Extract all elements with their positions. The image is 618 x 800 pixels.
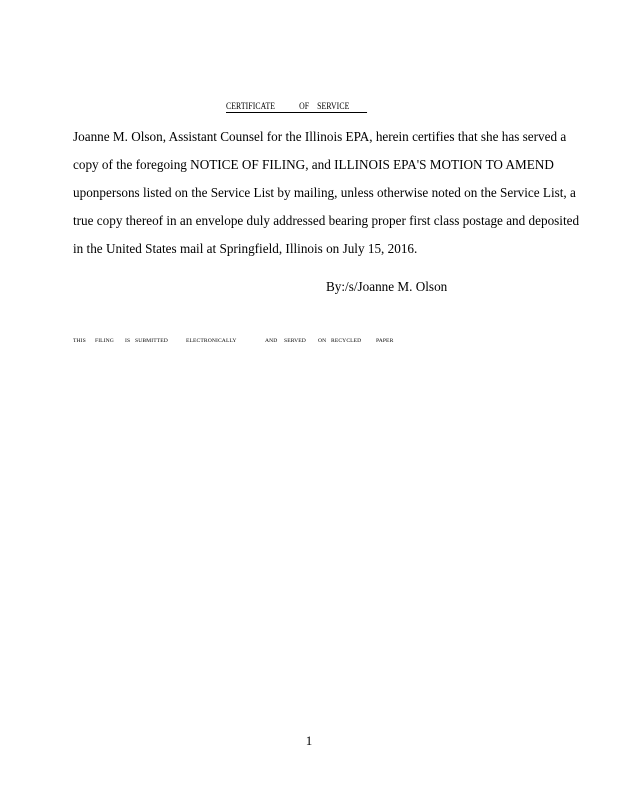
notice-word: RECYCLED: [331, 338, 362, 344]
paragraph-line: uponpersons listed on the Service List by mailing, unless otherwise noted on the Service List, a: [73, 185, 576, 200]
notice-word: IS: [125, 338, 131, 344]
certification-paragraph: [73, 123, 598, 263]
paragraph-line: true copy thereof in an envelope duly addressed bearing proper first class postage and deposited: [73, 213, 580, 228]
notice-word: FILING: [95, 338, 114, 344]
paragraph-line: in the United States mail at Springfield, Illinois on July 15, 2016.: [73, 241, 418, 256]
paragraph-line: Joanne M. Olson, Assistant Counsel for the Illinois EPA, herein certifies that she has served a: [73, 129, 567, 144]
notice-word: ELECTRONICALLY: [186, 338, 237, 344]
paragraph-line: copy of the foregoing NOTICE OF FILING, and ILLINOIS EPA'S MOTION TO AMEND: [73, 157, 554, 172]
notice-word: SERVED: [284, 338, 306, 344]
heading-word: CERTIFICATE: [226, 101, 276, 111]
filing-notice: [73, 337, 393, 345]
certificate-of-service-heading: [226, 101, 367, 113]
notice-word: THIS: [73, 338, 86, 344]
notice-word: PAPER: [376, 338, 394, 344]
notice-word: SUBMITTED: [135, 338, 168, 344]
notice-word: AND: [265, 338, 278, 344]
page-number: 1: [305, 733, 313, 748]
signature-line: By:/s/Joanne M. Olson: [326, 279, 448, 294]
notice-word: ON: [318, 338, 327, 344]
heading-word: OF: [299, 101, 310, 111]
heading-word: SERVICE: [317, 101, 350, 111]
